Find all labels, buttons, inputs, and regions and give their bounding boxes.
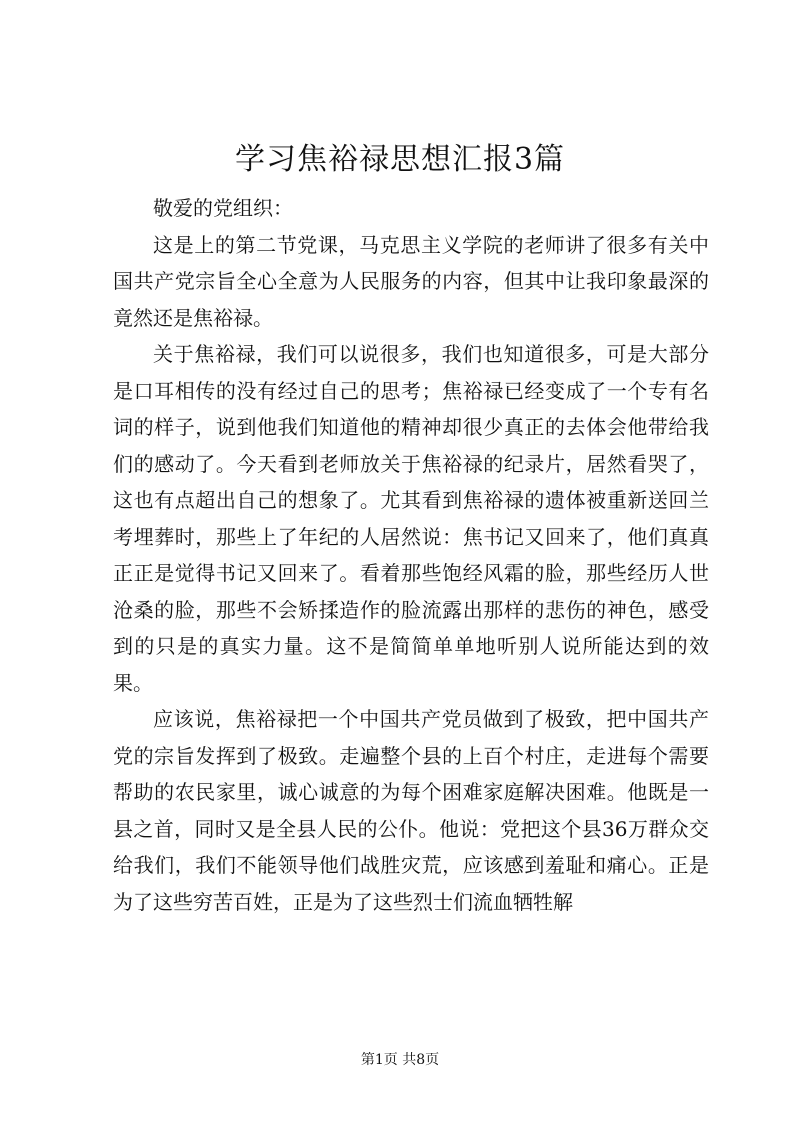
- paragraph-2: 关于焦裕禄，我们可以说很多，我们也知道很多，可是大部分是口耳相传的没有经过自己的思考；焦裕禄已经变成了一个专有名词的样子，说到他我们知道他的精神却很少真正的去体会他带给我们的感动了。今天看到老师放关于焦裕禄的纪录片，居然看哭了，这也有点超出自己的想象了。尤其看到焦裕禄的遗体被重新送回兰考埋葬时，那些上了年纪的人居然说：焦书记又回来了，他们真真正正是觉得书记又回来了。看着那些饱经风霜的脸，那些经历人世沧桑的脸，那些不会矫揉造作的脸流露出那样的悲伤的神色，感受到的只是的真实力量。这不是简简单单地听别人说所能达到的效果。: [113, 342, 709, 695]
- paragraph-1: 这是上的第二节党课，马克思主义学院的老师讲了很多有关中国共产党宗旨全心全意为人民服务的内容，但其中让我印象最深的竟然还是焦裕禄。: [113, 232, 709, 330]
- document-body: [113, 190, 709, 920]
- paragraph-3: 应该说，焦裕禄把一个中国共产党员做到了极致，把中国共产党的宗旨发挥到了极致。走遍整个县的上百个村庄，走进每个需要帮助的农民家里，诚心诚意的为每个困难家庭解决困难。他既是一县之首，同时又是全县人民的公仆。他说：党把这个县36万群众交给我们，我们不能领导他们战胜灾荒，应该感到羞耻和痛心。正是为了这些穷苦百姓，正是为了这些烈士们流血牺牲解: [113, 707, 709, 914]
- document-title: 学习焦裕禄思想汇报3篇: [234, 142, 566, 177]
- paragraph-salutation: 敬爱的党组织：: [153, 196, 293, 220]
- page-footer: 第1页 共8页: [360, 1052, 440, 1068]
